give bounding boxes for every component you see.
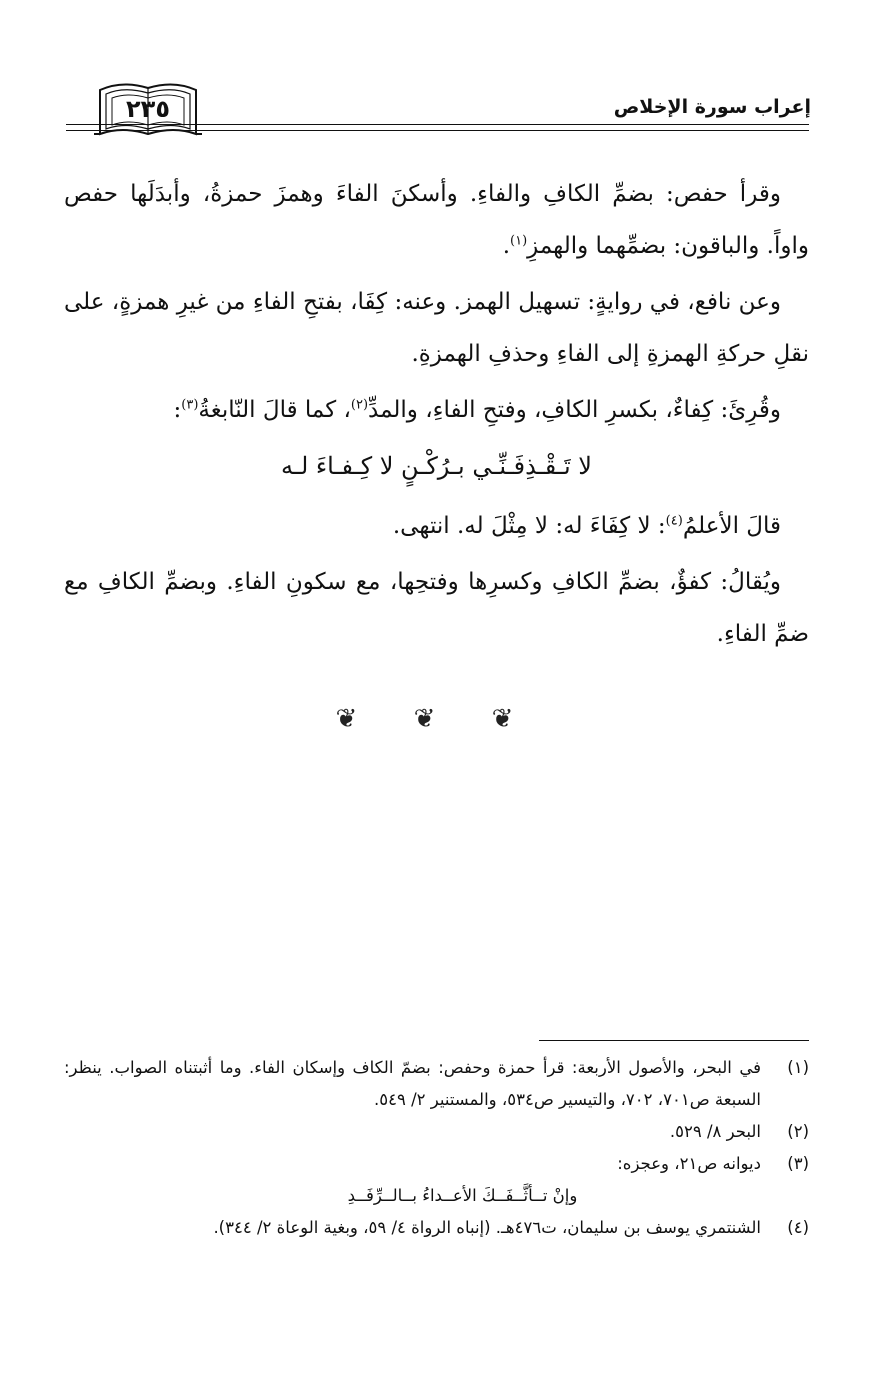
footnotes — [64, 1052, 809, 1244]
footnote-number: (١) — [787, 1058, 809, 1077]
header-rule-lower — [66, 130, 809, 131]
footnote-ref-2[interactable]: (٢) — [350, 397, 369, 413]
paragraph-2: وعن نافع، في روايةٍ: تسهيل الهمز. وعنه: كِفَا، بفتحِ الفاءِ من غيرِ همزةٍ، على نقلِ حركةِ الهمزةِ إلى الفاءِ وحذفِ الهمزةِ. — [63, 289, 809, 367]
paragraph-3: وقُرِئَ: كِفاءٌ، بكسرِ الكافِ، وفتحِ الفاءِ، والمدِّ$^{(٢)}$، كما قالَ النّابغةُ$^{(٣)}$: — [173, 397, 781, 423]
footnote-number: (٢) — [787, 1122, 809, 1141]
page-number-badge — [92, 72, 204, 142]
running-title: إعراب سورة الإخلاص — [613, 96, 811, 118]
footnote-ref-4[interactable]: (٤) — [665, 513, 683, 529]
footnote-verse: وإنْ تــأثَّــفَــكَ الأعــداءُ بــالــرِّفَــدِ — [347, 1186, 578, 1205]
main-text — [64, 168, 809, 664]
footnote-number: (٤) — [787, 1218, 809, 1237]
footnote-ref-3[interactable]: (٣) — [181, 397, 199, 413]
ornament-divider: ❦ ❦ ❦ — [335, 704, 538, 734]
footnote-text: في البحر، والأصول الأربعة: قرأ حمزة وحفص: بضمّ الكاف وإسكان الفاء. وما أثبتناه الصواب. ينظر: السبعة ص٧٠١، ٧٠٢، والتيسير ص٥٣٤، والمستنير ٢/ ٥٤٩. — [64, 1058, 761, 1109]
footnote-2 — [64, 1116, 809, 1148]
footnote-ref-1[interactable]: (١) — [510, 233, 528, 249]
footnote-1 — [64, 1052, 809, 1116]
header-rule — [66, 124, 809, 125]
footnote-text: البحر ٨/ ٥٢٩. — [669, 1122, 761, 1141]
footnote-number: (٣) — [787, 1154, 809, 1173]
poetry-verse: لا تَـقْـذِفَـنِّـي بـرُكْـنٍ لا كِـفـاءَ لـه — [281, 452, 592, 480]
footnote-3 — [64, 1148, 809, 1212]
paragraph-4: قالَ الأعلمُ$^{(٤)}$: لا كِفَاءَ له: لا مِثْلَ له. انتهى. — [392, 513, 781, 539]
paragraph-5: ويُقالُ: كفؤٌ، بضمِّ الكافِ وكسرِها وفتحِها، مع سكونِ الفاءِ. وبضمِّ الكافِ مع ضمِّ الفاءِ. — [64, 569, 809, 647]
paragraph-1: وقرأ حفص: بضمِّ الكافِ والفاءِ. وأسكنَ الفاءَ وهمزَ حمزةُ، وأبدَلَها حفص واواً. والباقون: بضمِّهما والهمزِ$^{(١)}$. — [64, 181, 809, 259]
page-number: ٢٣٥ — [126, 95, 170, 123]
footnote-text: ديوانه ص٢١، وعجزه: — [617, 1154, 761, 1173]
footnote-text: الشنتمري يوسف بن سليمان، ت٤٧٦هـ. (إنباه الرواة ٤/ ٥٩، وبغية الوعاة ٢/ ٣٤٤). — [213, 1218, 761, 1237]
footnote-rule — [539, 1040, 809, 1041]
footnote-4 — [64, 1212, 809, 1244]
